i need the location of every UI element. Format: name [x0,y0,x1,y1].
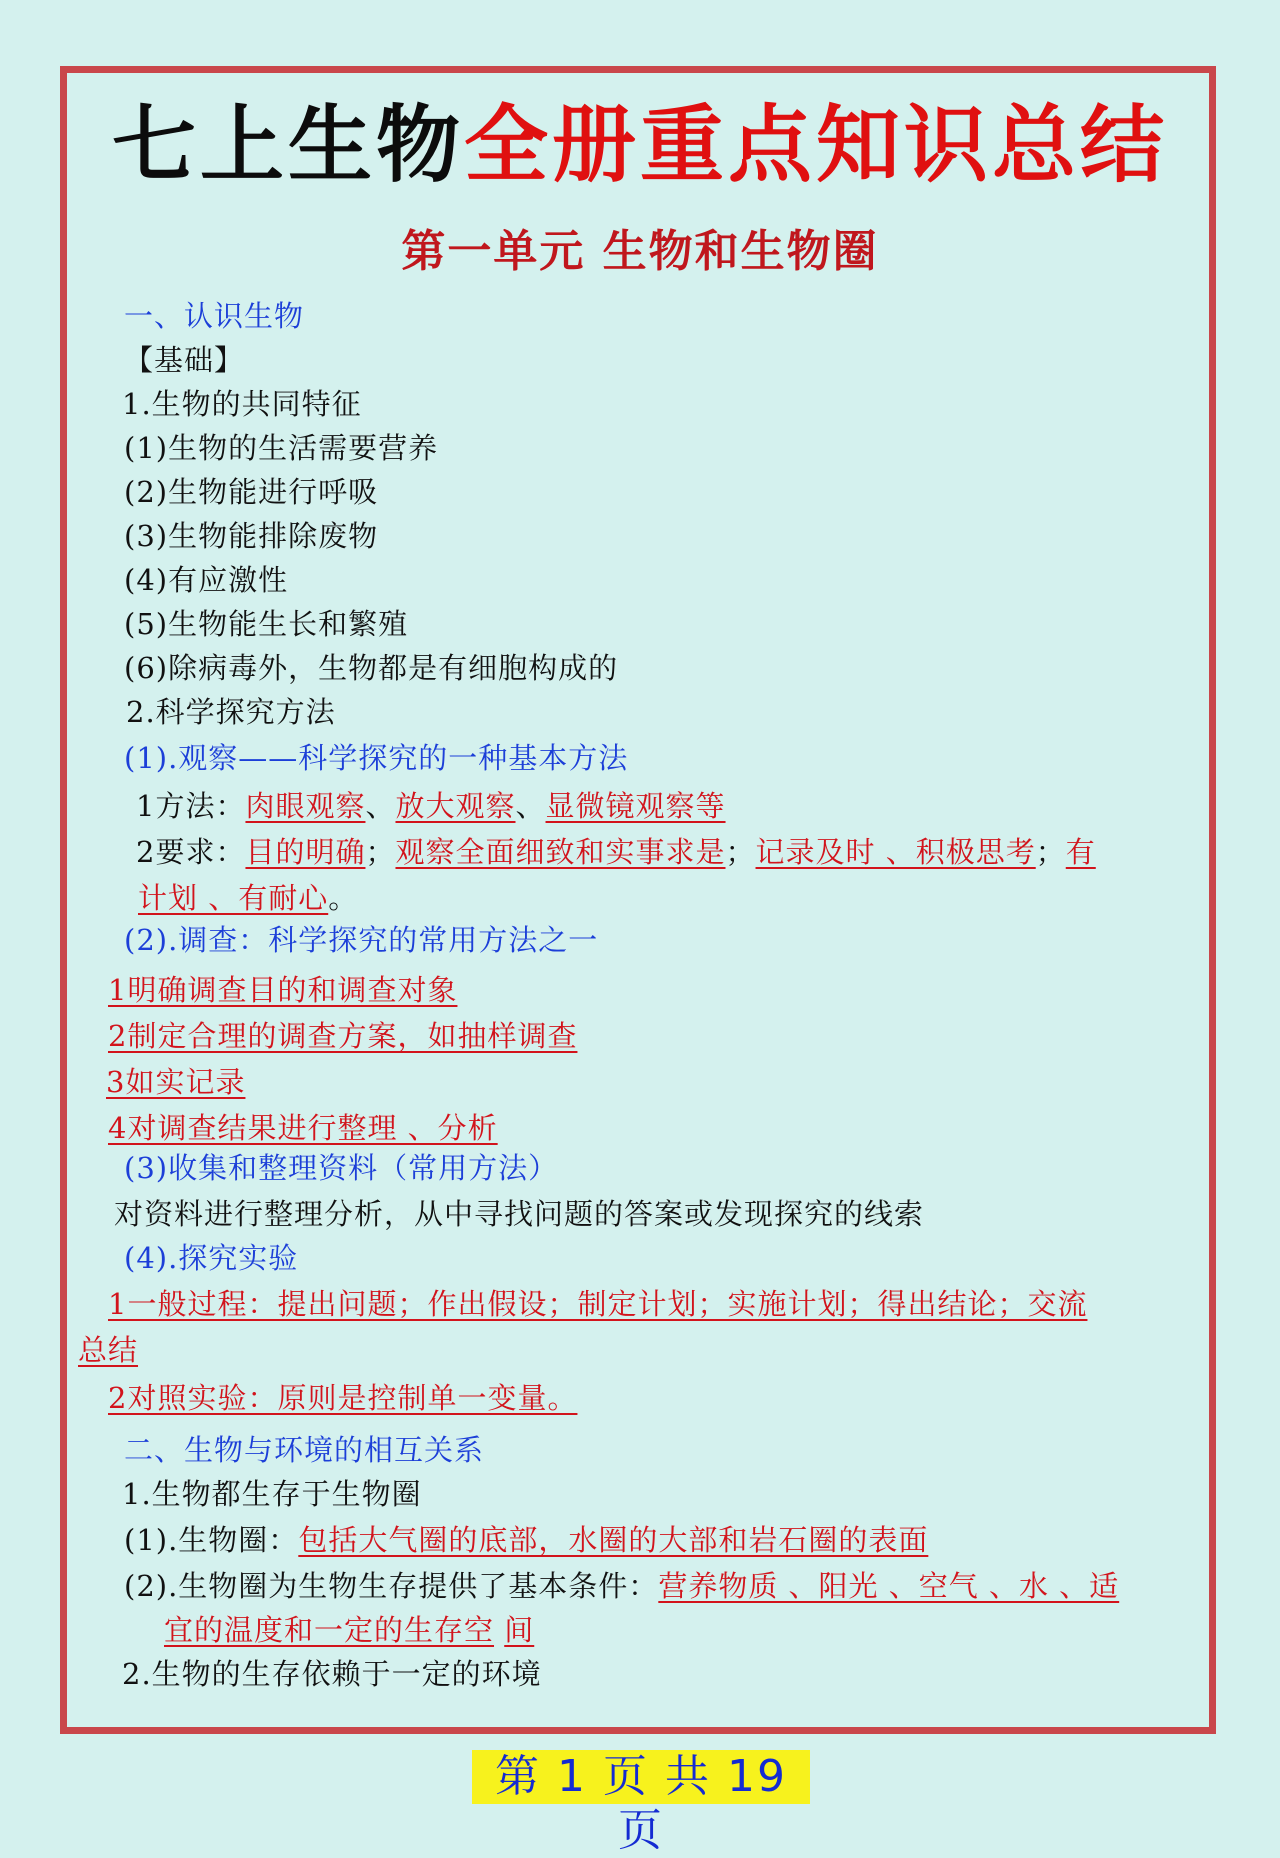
method-sep-1: 、 [365,789,396,823]
method-a: 肉眼观察 [245,789,366,823]
req-d-1: 有 [1065,835,1096,869]
page-pre: 第 [495,1751,558,1802]
page-mid: 页 共 [587,1751,727,1802]
method-c: 显微镜观察等 [545,789,726,823]
method-label: 1方法： [136,789,246,823]
req-label: 2要求： [136,835,246,869]
controlled-experiment: 2对照实验：原则是控制单一变量。 [108,1381,578,1415]
feature-4: (4)有应激性 [124,563,289,597]
biosphere-definition: 包括大气圈的底部，水圈的大部和岩石圈的表面 [298,1523,929,1557]
unit-title: 第一单元 生物和生物圈 [401,226,879,277]
page-total: 19 [726,1751,787,1802]
conditions-text-2b: 间 [504,1613,535,1647]
collect-text: 对资料进行整理分析，从中寻找问题的答案或发现探究的线索 [114,1197,925,1231]
survey-step-4: 4对调查结果进行整理 、分析 [108,1111,498,1145]
feature-5: (5)生物能生长和繁殖 [124,607,409,641]
method-b: 放大观察 [395,789,516,823]
point-1: 1.生物的共同特征 [122,387,362,421]
survey-step-1: 1明确调查目的和调查对象 [108,973,458,1007]
section-heading-2: 二、生物与环境的相互关系 [124,1433,485,1467]
section-heading-1: 一、认识生物 [124,299,305,333]
survey-step-2: 2制定合理的调查方案，如抽样调查 [108,1019,578,1053]
section2-point-2: 2.生物的生存依赖于一定的环境 [122,1657,542,1691]
req-sep-2: ； [725,835,756,869]
biosphere-label: (1).生物圈： [124,1523,299,1557]
feature-1: (1)生物的生活需要营养 [124,431,439,465]
page-post: 页 [618,1805,664,1856]
experiment-process: 1一般过程：提出问题；作出假设；制定计划；实施计划；得出结论；交流 [108,1287,1088,1321]
basics-label: 【基础】 [124,343,245,377]
conditions-text-2a: 宜的温度和一定的生存空 [164,1613,495,1647]
req-b: 观察全面细致和实事求是 [395,835,726,869]
method-sep-2: 、 [515,789,546,823]
requirement-line-2 [138,878,358,918]
feature-3: (3)生物能排除废物 [124,519,379,553]
experiment-heading: (4).探究实验 [124,1241,299,1275]
survey-step-3: 3如实记录 [106,1065,246,1099]
point-2: 2.科学探究方法 [126,695,336,729]
experiment-process-cont: 总结 [78,1333,139,1367]
conditions-label: (2).生物圈为生物生存提供了基本条件： [124,1569,659,1603]
section2-point-1: 1.生物都生存于生物圈 [122,1477,422,1511]
page-indicator [472,1750,810,1856]
survey-heading: (2).调查：科学探究的常用方法之一 [124,923,599,957]
req-sep-1: ； [365,835,396,869]
req-d-2: 计划 、有耐心 [138,881,329,915]
collect-heading: (3)收集和整理资料（常用方法） [124,1151,559,1185]
conditions-line [124,1566,1119,1606]
title-part-2: 全册重点知识总结 [464,96,1169,194]
method-line [136,786,726,826]
req-sep-3: ； [1035,835,1066,869]
req-a: 目的明确 [245,835,366,869]
requirement-line [136,832,1096,872]
feature-6: (6)除病毒外，生物都是有细胞构成的 [124,651,619,685]
req-end: 。 [328,881,359,915]
title-part-1: 七上生物 [111,96,464,194]
conditions-line-2 [164,1610,534,1650]
conditions-text-1: 营养物质 、阳光 、空气 、水 、适 [658,1569,1120,1603]
feature-2: (2)生物能进行呼吸 [124,475,379,509]
page-title [0,90,1280,200]
page-number: 1 [557,1751,588,1802]
req-c: 记录及时 、积极思考 [755,835,1036,869]
observe-heading: (1).观察——科学探究的一种基本方法 [124,741,629,775]
biosphere-line [124,1520,928,1560]
